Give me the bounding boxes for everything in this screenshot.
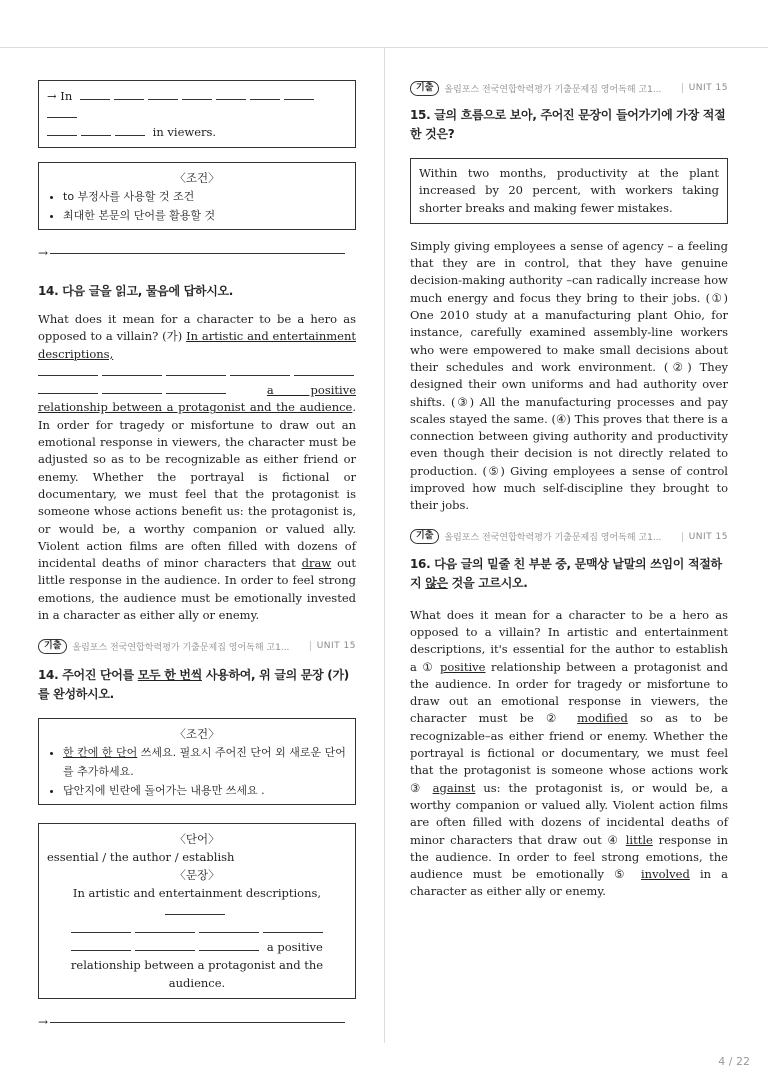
blank[interactable] xyxy=(115,123,145,136)
right-column xyxy=(410,80,728,901)
condition-title: 〈조건〉 xyxy=(174,727,220,742)
blank[interactable] xyxy=(81,123,111,136)
question-15-passage: Simply giving employees a sense of agency – a feeling that they are in control, that they have genuine decision-making authority –can radically increase how much energy and focus they bring to their jobs. (①) One 2010 study at a manufacturing plant Ohio, for instance, carefully examined assembly-line workers who were empowered to make small decisions about their schedules and work environment. (②) They designed their own uniforms and had authority over shifts. (③) All the manufacturing processes and pay scales stayed the same. (④) This proves that there is a connection between giving authority and productivity even though their decision is not directly related to production. (⑤) Giving employees a sense of control improved how much self-discipline they brought to their jobs. xyxy=(410,238,728,513)
condition-item: • 최대한 본문의 단어를 활용할 것 xyxy=(63,206,347,225)
blank[interactable] xyxy=(216,87,246,100)
blank[interactable] xyxy=(182,87,212,100)
question-16-passage: What does it mean for a character to be a hero as opposed to a villain? In artistic and entertainment descriptions, it's essential for the author to establish a ① positive relationship between a protagonist and the audience. In order for tragedy or misfortune to draw out an emotional response in viewers, the character must be ② modified so as to be recognizable–as either friend or enemy. Whether the portrayal is fictional or documentary, we must feel that the protagonist is someone whose actions work ③ against us: the protagonist is, or would be, a worthy companion or valued ally. Violent action films are often filled with dozens of incidental deaths of minor characters that draw out ④ little response in the audience. In order to feel strong emotions, the audience must be emotionally ⑤ involved in a character as either ally or enemy. xyxy=(410,607,729,899)
page-number: 4 / 22 xyxy=(718,1055,750,1068)
sentence-blanks xyxy=(47,920,347,938)
past-exam-badge: 기출 xyxy=(410,81,439,96)
answer-suffix: in viewers. xyxy=(152,125,217,139)
condition-item: • to 부정사를 사용할 것 조건 xyxy=(63,187,347,206)
answer-box xyxy=(38,80,356,148)
source-tag xyxy=(410,529,728,545)
condition-title: 〈조건〉 xyxy=(174,171,220,185)
question-14-title: 14. 다음 글을 읽고, 물음에 답하시오. xyxy=(38,284,234,298)
answer-line[interactable] xyxy=(38,246,356,260)
past-exam-badge: 기출 xyxy=(38,639,67,654)
arrow-icon: → xyxy=(38,246,49,260)
given-sentence-box: Within two months, productivity at the plant increased by 20 percent, with workers taking shorter breaks and making fewer mistakes. xyxy=(410,158,728,224)
sentence-title: 〈문장〉 xyxy=(174,868,220,883)
question-15-title: 15. 글의 흐름으로 보아, 주어진 문장이 들어가기에 가장 적절한 것은? xyxy=(410,108,726,141)
condition-box-1 xyxy=(38,162,356,230)
sentence-line: In artistic and entertainment descriptions, xyxy=(47,884,347,920)
blank[interactable] xyxy=(47,105,77,118)
column-divider xyxy=(384,48,385,1043)
blank[interactable] xyxy=(148,87,178,100)
arrow-icon: → xyxy=(38,1015,49,1030)
past-exam-badge: 기출 xyxy=(410,529,439,544)
left-column xyxy=(38,70,356,1029)
source-text: 올림포스 전국연합학력평가 기출문제집 영어독해 고1... xyxy=(444,533,662,544)
unit-label: UNIT 15 xyxy=(682,532,728,542)
question-16-title: 16. 다음 글의 밑줄 친 부분 중, 문맥상 낱말의 쓰임이 적절하지 않은 것을 고르시오. xyxy=(410,556,722,590)
blank[interactable] xyxy=(114,87,144,100)
word-box xyxy=(38,823,356,999)
question-14b-title: 14. 주어진 단어를 모두 한 번씩 사용하여, 위 글의 문장 (가)를 완성하시오. xyxy=(38,668,349,702)
word-list: essential / the author / establish xyxy=(47,850,235,865)
blank[interactable] xyxy=(284,87,314,100)
blank[interactable] xyxy=(80,87,110,100)
word-title: 〈단어〉 xyxy=(174,832,220,847)
condition-box-2 xyxy=(38,718,356,805)
blank[interactable] xyxy=(250,87,280,100)
source-text: 올림포스 전국연합학력평가 기출문제집 영어독해 고1... xyxy=(72,642,290,653)
blank[interactable] xyxy=(47,123,77,136)
question-14-passage: What does it mean for a character to be a hero as opposed to a villain? (가) In artistic and entertainment descriptions, a positive relationship between a protagonist and the audience. In order for tragedy or misfortune to draw out an emotional response in viewers, the character must be adjusted so as to be recognizable as either friend or enemy. Whether the portrayal is fictional or documentary, we must feel that the protagonist is someone whose actions benefit us: the protagonist is, or would be, a worthy companion or valued ally. Violent action films are often filled with dozens of incidental deaths of minor characters that draw out little response in the audience. In order to feel strong emotions, the audience must be emotionally invested in a character as either ally or enemy. xyxy=(38,312,357,623)
condition-item: • 한 칸에 한 단어 쓰세요. 필요시 주어진 단어 외 새로운 단어를 추가하세요. xyxy=(63,743,347,781)
source-tag xyxy=(38,638,356,654)
source-text: 올림포스 전국연합학력평가 기출문제집 영어독해 고1... xyxy=(444,84,662,95)
condition-item: • 답안지에 빈란에 돌어가는 내용만 쓰세요 . xyxy=(63,781,347,800)
source-tag xyxy=(410,80,728,96)
unit-label: UNIT 15 xyxy=(310,641,356,651)
answer-prefix: → In xyxy=(47,89,73,103)
unit-label: UNIT 15 xyxy=(682,83,728,93)
sentence-line: a positive xyxy=(47,938,347,956)
sentence-line: relationship between a protagonist and the audience. xyxy=(70,958,324,991)
answer-line[interactable] xyxy=(38,1015,356,1029)
